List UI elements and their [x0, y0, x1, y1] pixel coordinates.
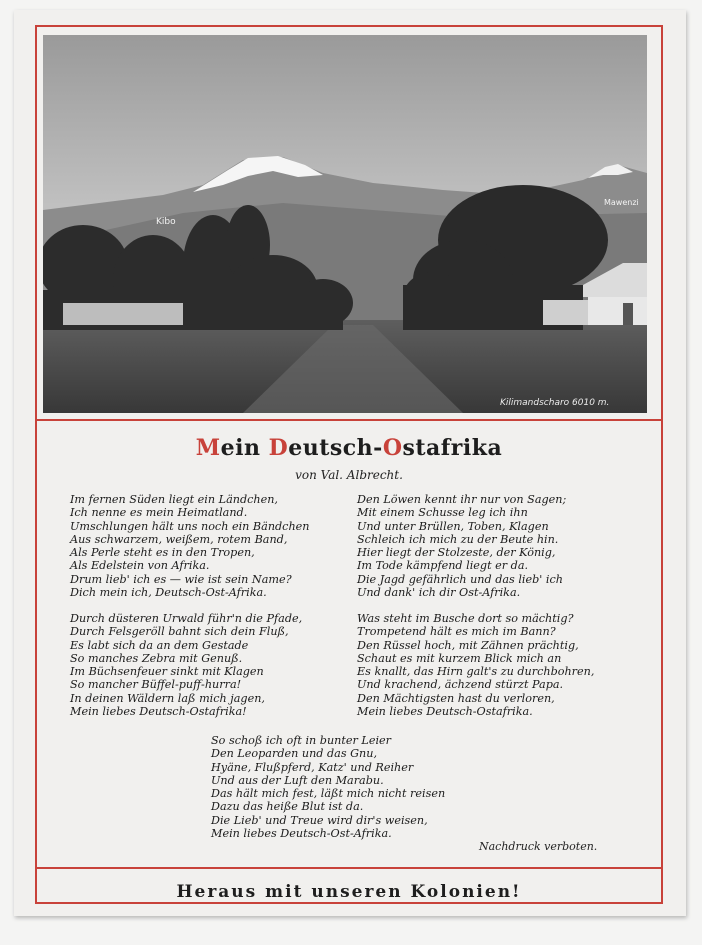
- verse-line: Drum lieb' ich es — wie ist sein Name?: [70, 572, 292, 586]
- title-word-1: ein: [220, 435, 269, 461]
- verse-line: Ich nenne es mein Heimatland.: [70, 506, 248, 520]
- verse-line: Es labt sich da an dem Gestade: [70, 638, 249, 652]
- verse-line: Die Lieb' und Treue wird dir's weisen,: [211, 813, 428, 827]
- verse-line: Mein liebes Deutsch-Ostafrika.: [357, 705, 533, 719]
- title-initial-o: O: [382, 435, 403, 461]
- title-word-2: eutsch-: [288, 435, 383, 461]
- verse-line: Den Rüssel hoch, mit Zähnen prächtig,: [357, 638, 579, 652]
- verse-line: So manches Zebra mit Genuß.: [70, 651, 243, 665]
- red-frame: [35, 25, 663, 904]
- verse-line: Dazu das heiße Blut ist da.: [211, 800, 364, 814]
- verse-line: Schaut es mit kurzem Blick mich an: [357, 651, 562, 665]
- verse-line: Und krachend, ächzend stürzt Papa.: [357, 678, 564, 692]
- verse-line: Als Edelstein von Afrika.: [70, 559, 210, 573]
- poem-title: [37, 435, 661, 461]
- verse-line: Mein liebes Deutsch-Ostafrika!: [70, 705, 247, 719]
- stanza-1: [70, 493, 309, 599]
- verse-line: Mit einem Schusse leg ich ihn: [357, 506, 528, 520]
- verse-line: Als Perle steht es in den Tropen,: [70, 546, 255, 560]
- reprint-notice: Nachdruck verboten.: [479, 840, 598, 853]
- verse-line: Mein liebes Deutsch-Ost-Afrika.: [211, 827, 392, 841]
- verse-line: Dich mein ich, Deutsch-Ost-Afrika.: [70, 586, 267, 600]
- verse-line: So mancher Büffel-puff-hurra!: [70, 678, 242, 692]
- verse-line: Im Büchsenfeuer sinkt mit Klagen: [70, 665, 264, 679]
- verse-line: Schleich ich mich zu der Beute hin.: [357, 532, 559, 546]
- verse-line: Und unter Brüllen, Toben, Klagen: [357, 519, 549, 533]
- stanza-2: [357, 493, 566, 599]
- verse-line: Die Jagd gefährlich und das lieb' ich: [357, 572, 563, 586]
- caption-kibo: Kibo: [156, 217, 176, 227]
- caption-mawenzi: Mawenzi: [604, 198, 639, 207]
- verse-line: In deinen Wäldern laß mich jagen,: [70, 691, 265, 705]
- stanza-4: [357, 612, 594, 718]
- verse-line: Hyäne, Flußpferd, Katz' und Reiher: [211, 760, 414, 774]
- verse-line: So schoß ich oft in bunter Leier: [211, 734, 391, 747]
- stanza-5: [211, 734, 445, 840]
- verse-line: Den Löwen kennt ihr nur von Sagen;: [357, 493, 567, 506]
- kilimanjaro-photo: [43, 35, 647, 413]
- poem-author: von Val. Albrecht.: [295, 468, 403, 482]
- title-initial-m: M: [195, 435, 221, 461]
- postcard: [14, 10, 686, 916]
- verse-line: Im Tode kämpfend liegt er da.: [357, 559, 529, 573]
- verse-line: Und dank' ich dir Ost-Afrika.: [357, 586, 521, 600]
- verse-line: Im fernen Süden liegt ein Ländchen,: [70, 493, 278, 506]
- verse-line: Das hält mich fest, läßt mich nicht reisen: [211, 787, 446, 801]
- verse-line: Was steht im Busche dort so mächtig?: [357, 612, 574, 625]
- verse-line: Durch Felsgeröll bahnt sich dein Fluß,: [70, 625, 289, 639]
- verse-line: Hier liegt der Stolzeste, der König,: [357, 546, 556, 560]
- verse-line: Und aus der Luft den Marabu.: [211, 773, 384, 787]
- verse-line: Trompetend hält es mich im Bann?: [357, 625, 556, 639]
- verse-line: Den Mächtigsten hast du verloren,: [357, 691, 555, 705]
- verse-line: Aus schwarzem, weißem, rotem Band,: [70, 532, 288, 546]
- title-initial-d: D: [268, 435, 289, 461]
- verse-line: Durch düsteren Urwald führ'n die Pfade,: [70, 612, 303, 625]
- verse-line: Es knallt, das Hirn galt's zu durchbohren,: [357, 665, 595, 679]
- slogan: Heraus mit unseren Kolonien!: [176, 882, 522, 902]
- title-word-3: stafrika: [402, 435, 503, 461]
- stanza-3: [70, 612, 302, 718]
- divider-bottom: [37, 867, 661, 869]
- divider-top: [37, 419, 661, 421]
- verse-line: Umschlungen hält uns noch ein Bändchen: [70, 519, 310, 533]
- verse-line: Den Leoparden und das Gnu,: [211, 747, 378, 761]
- caption-location: Kilimandscharo 6010 m.: [500, 398, 610, 408]
